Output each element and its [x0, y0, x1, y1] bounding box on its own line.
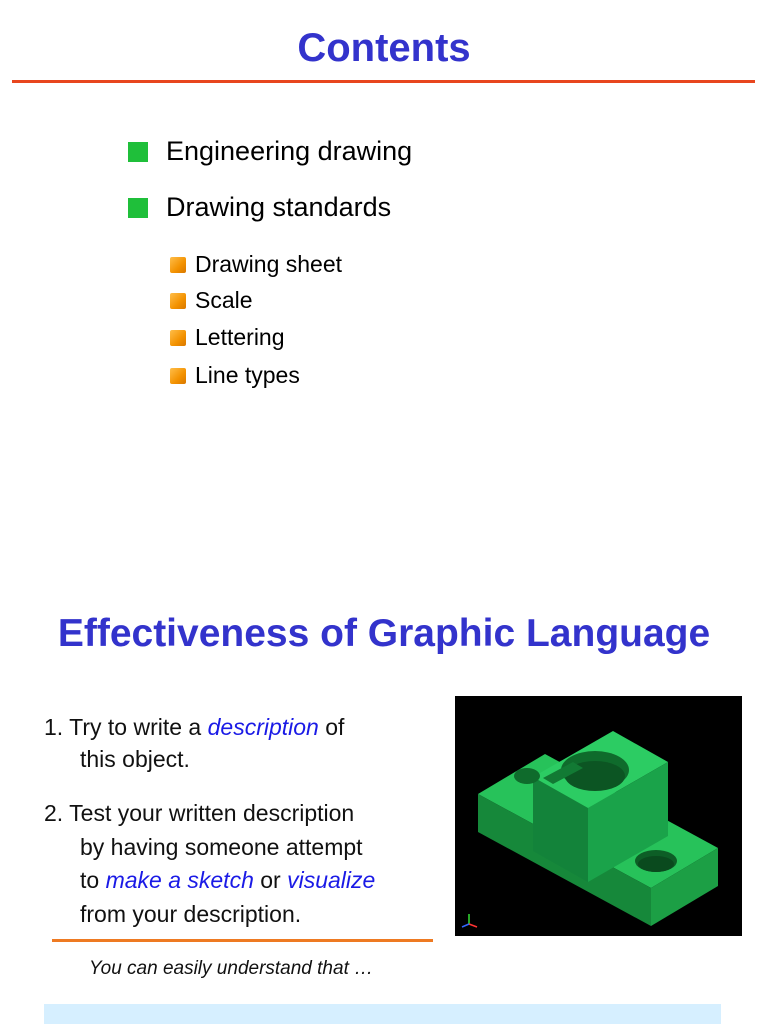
step-1-prefix: 1. Try to write a: [44, 714, 208, 740]
step-2-line-1: 2. Test your written description: [44, 800, 355, 826]
step-2-line-2: by having someone attempt: [80, 833, 363, 860]
list-item-label: Drawing standards: [166, 192, 392, 222]
description-emphasis: description: [207, 714, 319, 740]
orange-square-bullet-icon: [170, 368, 186, 384]
title-divider: [12, 80, 755, 83]
step-2-line-3-prefix: to: [80, 867, 106, 893]
note-divider: [52, 939, 433, 942]
list-item: [128, 192, 391, 223]
sub-list-item-label: Drawing sheet: [195, 251, 343, 277]
note-text: You can easily understand that …: [89, 958, 374, 979]
orange-square-bullet-icon: [170, 257, 186, 273]
step-2-text: [44, 797, 444, 931]
sub-list-item: [170, 362, 300, 389]
sub-list-item: [170, 287, 253, 314]
sub-list-item: [170, 324, 285, 351]
contents-title: Contents: [297, 26, 471, 70]
sub-list-item-label: Line types: [195, 362, 300, 388]
green-square-bullet-icon: [128, 142, 148, 162]
step-1-text: [44, 711, 444, 775]
list-item: [128, 136, 412, 167]
sub-list-item-label: Lettering: [195, 324, 285, 350]
step-1-line-2: this object.: [80, 746, 190, 772]
visualize-emphasis: visualize: [287, 867, 376, 893]
make-a-sketch-emphasis: make a sketch: [105, 867, 254, 893]
object-3d-illustration: [455, 696, 742, 936]
graphic-language-title: Effectiveness of Graphic Language: [57, 612, 711, 655]
orange-square-bullet-icon: [170, 330, 186, 346]
list-item-label: Engineering drawing: [166, 136, 413, 166]
step-1-suffix: of: [318, 714, 345, 740]
step-2-line-4: from your description.: [80, 900, 302, 927]
sub-list-item-label: Scale: [195, 287, 253, 313]
callout-box: [44, 1004, 721, 1024]
green-square-bullet-icon: [128, 198, 148, 218]
step-2-line-3-mid: or: [253, 867, 288, 893]
object-3d-image: [455, 696, 742, 936]
sub-list-item: [170, 251, 342, 278]
orange-square-bullet-icon: [170, 293, 186, 309]
